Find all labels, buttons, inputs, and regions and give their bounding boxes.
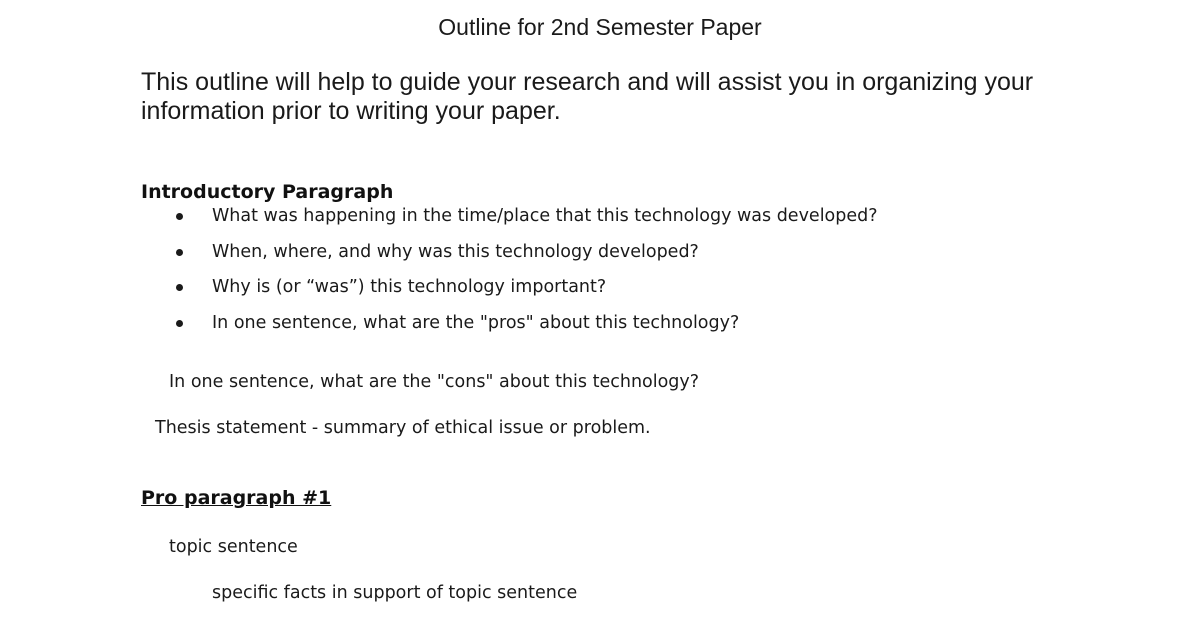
thesis-statement-line: Thesis statement - summary of ethical issue or problem. [155, 418, 651, 438]
bullet-text: Why is (or “was”) this technology important? [212, 277, 607, 297]
bullet-text: What was happening in the time/place that this technology was developed? [212, 206, 878, 226]
introductory-paragraph-heading: Introductory Paragraph [141, 181, 394, 203]
intro-paragraph: This outline will help to guide your research and will assist you in organizing your information prior to writing your paper. [141, 68, 1034, 125]
bullet-icon [176, 284, 183, 291]
cons-sentence-line: In one sentence, what are the "cons" about this technology? [169, 372, 700, 392]
bullet-icon [176, 320, 183, 327]
bullet-text: In one sentence, what are the "pros" about this technology? [212, 312, 740, 333]
bullet-icon [176, 213, 183, 220]
bullet-text: When, where, and why was this technology developed? [212, 241, 699, 262]
bullet-icon [176, 249, 183, 256]
topic-sentence-line: topic sentence [169, 537, 298, 557]
pro-paragraph-1-heading: Pro paragraph #1 [141, 487, 332, 509]
document-title: Outline for 2nd Semester Paper [438, 14, 762, 40]
supporting-facts-line: specific facts in support of topic sentence [212, 583, 578, 603]
